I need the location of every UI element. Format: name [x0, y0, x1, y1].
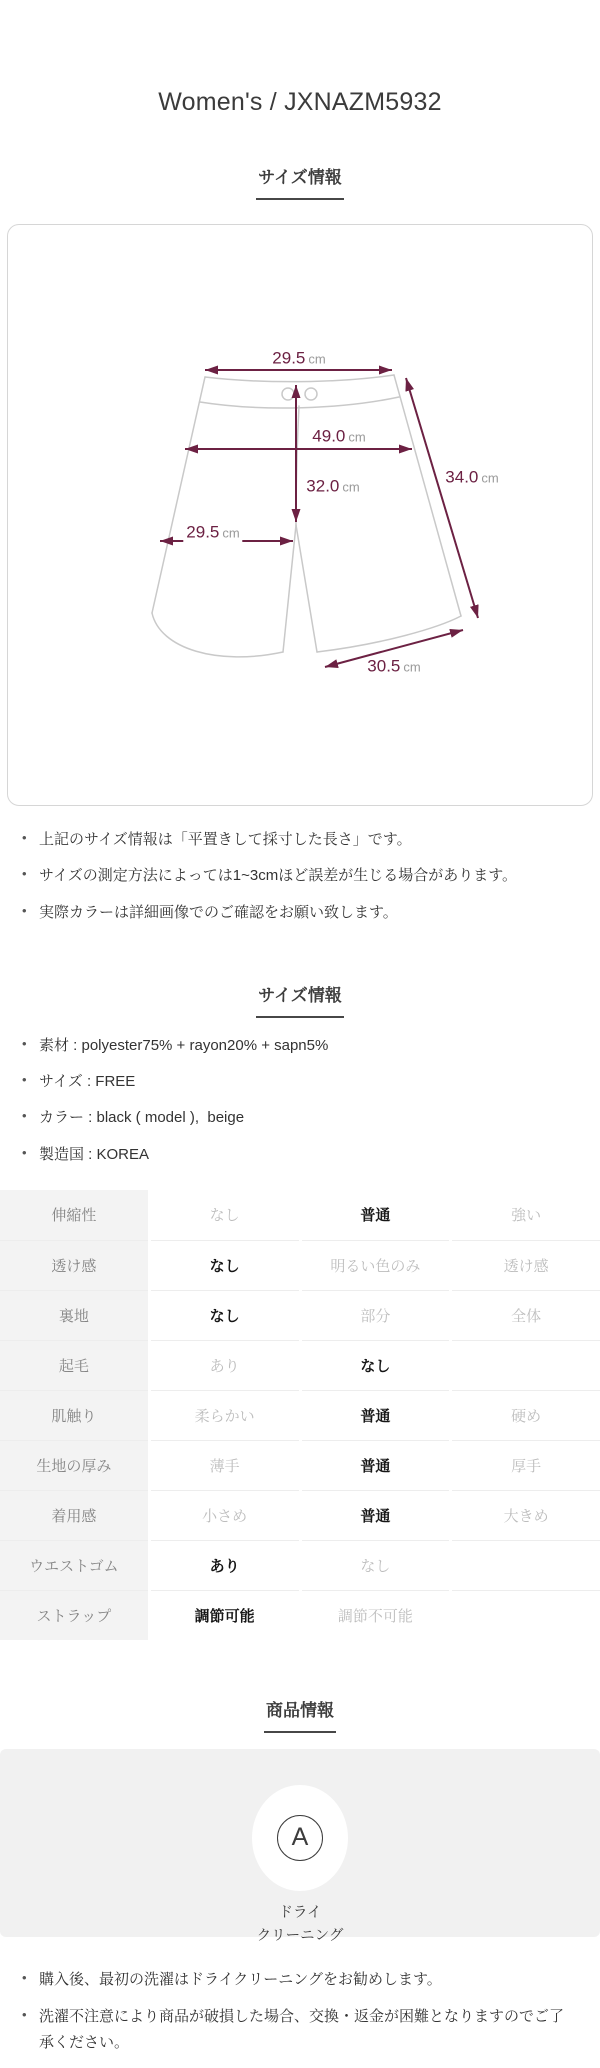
attr-value-selected: なし	[302, 1340, 450, 1390]
attr-value: 透け感	[452, 1240, 600, 1290]
attr-value-selected: 普通	[302, 1440, 450, 1490]
attr-table-row	[0, 1190, 600, 1240]
attr-row-label: 裏地	[0, 1290, 148, 1340]
attr-value: 明るい色のみ	[302, 1240, 450, 1290]
attr-table-row	[0, 1340, 600, 1390]
attribute-table	[0, 1190, 600, 1640]
attr-value-selected: 調節可能	[151, 1590, 299, 1640]
waist-button-icon	[305, 388, 317, 400]
care-instructions-box	[0, 1749, 600, 1944]
attr-value: なし	[151, 1190, 299, 1240]
attr-value: 小さめ	[151, 1490, 299, 1540]
list-item: • 上記のサイズ情報は「平置きして採寸した長さ」です。	[20, 828, 578, 851]
attr-value: 全体	[452, 1290, 600, 1340]
attr-row-label: ストラップ	[0, 1590, 148, 1640]
care-notes-list	[0, 1967, 600, 2057]
spec-list	[0, 1034, 600, 1166]
attr-value: 硬め	[452, 1390, 600, 1440]
dry-cleaning-icon	[252, 1785, 348, 1891]
list-item: • 製造国 : KOREA	[20, 1143, 578, 1166]
attr-row-label: 伸縮性	[0, 1190, 148, 1240]
list-item: • 購入後、最初の洗濯はドライクリーニングをお勧めします。	[20, 1967, 578, 1993]
attr-table-row	[0, 1440, 600, 1490]
waist-button-icon	[282, 388, 294, 400]
measurement-thigh: 29.5 cm	[183, 524, 242, 543]
attr-value-selected: あり	[151, 1540, 299, 1590]
dry-cleaning-symbol: A	[277, 1815, 323, 1861]
attr-value	[452, 1540, 600, 1590]
attr-value: 柔らかい	[151, 1390, 299, 1440]
attr-row-label: 透け感	[0, 1240, 148, 1290]
list-item: • カラー : black ( model ), beige	[20, 1106, 578, 1129]
attr-table-row	[0, 1390, 600, 1440]
product-info-section	[0, 1696, 600, 2057]
measurement-hem: 30.5 cm	[364, 658, 423, 677]
attr-value: 部分	[302, 1290, 450, 1340]
attr-table-row	[0, 1490, 600, 1540]
attr-value-selected: 普通	[302, 1490, 450, 1540]
attr-value-selected: 普通	[302, 1190, 450, 1240]
list-item: • 素材 : polyester75% + rayon20% + sapn5%	[20, 1034, 578, 1057]
attr-value: 強い	[452, 1190, 600, 1240]
care-label: ドライ クリーニング	[256, 1904, 344, 1944]
list-item: • サイズの測定方法によっては1~3cmほど誤差が生じる場合があります。	[20, 864, 578, 887]
size-diagram-card	[7, 224, 593, 806]
attr-row-label: 肌触り	[0, 1390, 148, 1440]
side-length-arrow	[406, 378, 478, 618]
measurement-side-length: 34.0 cm	[442, 469, 501, 488]
attr-table-row	[0, 1290, 600, 1340]
attr-value: 調節不可能	[302, 1590, 450, 1640]
attr-value: 厚手	[452, 1440, 600, 1490]
page-title: Women's / JXNAZM5932	[158, 88, 442, 116]
measurement-hip: 49.0 cm	[309, 428, 368, 447]
attr-row-label: 生地の厚み	[0, 1440, 148, 1490]
attr-row-label: 起毛	[0, 1340, 148, 1390]
attr-value	[452, 1340, 600, 1390]
attr-row-label: 着用感	[0, 1490, 148, 1540]
size-info-section	[0, 163, 600, 924]
attr-value: 薄手	[151, 1440, 299, 1490]
attr-value-selected: なし	[151, 1290, 299, 1340]
measurement-arrows	[160, 370, 478, 667]
attr-value: なし	[302, 1540, 450, 1590]
attr-table-row	[0, 1540, 600, 1590]
measurement-waist: 29.5 cm	[269, 350, 328, 369]
spec-section-title: サイズ情報	[256, 981, 344, 1018]
shorts-outline	[152, 375, 461, 657]
measurement-rise: 32.0 cm	[303, 478, 362, 497]
list-item: • 洗濯不注意により商品が破損した場合、交換・返金が困難となりますのでご了承ください。	[20, 2004, 578, 2057]
attr-table-row	[0, 1590, 600, 1640]
list-item: • 実際カラーは詳細画像でのご確認をお願い致します。	[20, 901, 578, 924]
size-notes-list	[0, 828, 600, 924]
attr-table-row	[0, 1240, 600, 1290]
attr-value-selected: なし	[151, 1240, 299, 1290]
attr-value-selected: 普通	[302, 1390, 450, 1440]
attr-value: 大きめ	[452, 1490, 600, 1540]
list-item: • サイズ : FREE	[20, 1070, 578, 1093]
attr-value	[452, 1590, 600, 1640]
product-section-title: 商品情報	[264, 1696, 336, 1733]
attr-row-label: ウエストゴム	[0, 1540, 148, 1590]
shorts-diagram	[8, 225, 592, 806]
spec-section	[0, 981, 600, 1166]
size-section-title: サイズ情報	[256, 163, 344, 200]
attr-value: あり	[151, 1340, 299, 1390]
